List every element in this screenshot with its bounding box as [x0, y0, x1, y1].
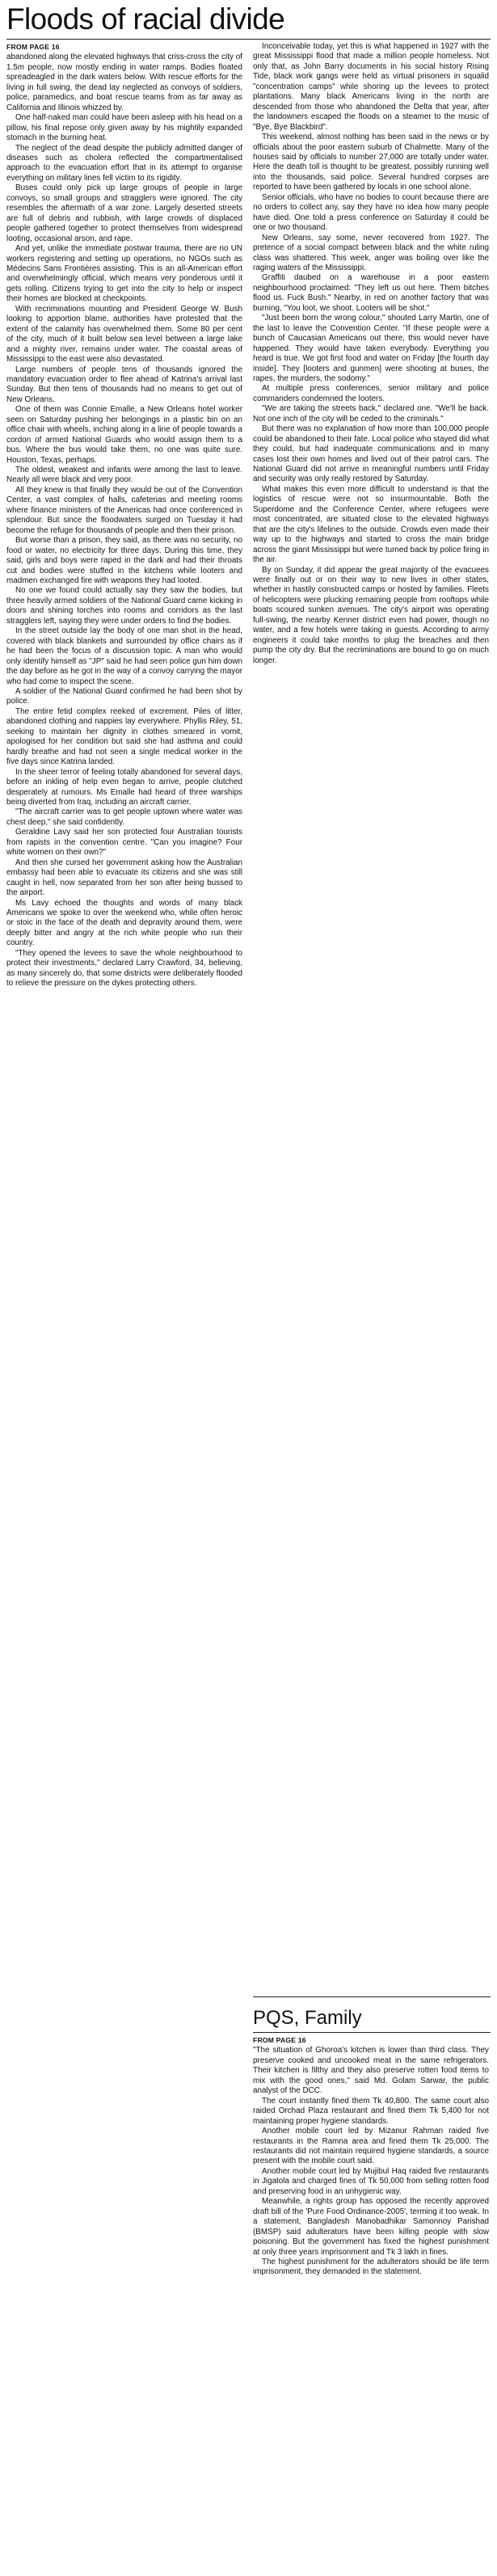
article-headline: Floods of racial divide [6, 2, 285, 36]
paragraph: The neglect of the dead despite the publicly admitted danger of diseases such as cholera reflected the compartmentalised approach to the evacuation effort that in its attempt to organise everything on military lines fell victim to its rigidity. [6, 143, 242, 183]
paragraph: "The situation of Ghoroa's kitchen is lower than third class. They preserve cooked and uncooked meat in the same refrigerators. Their kitchen is filthy and they also preserve rotten food items to mix with the good ones," said Md. Golam Sarwar, the public analyst of the DCC. [253, 2046, 489, 2096]
sidebar-headline: PQS, Family [253, 2007, 362, 2029]
paragraph: At multiple press conferences, senior military and police commanders condemned the looters. [253, 384, 489, 403]
paragraph: One half-naked man could have been asleep with his head on a pillow, his final repose only given away by his mightily expanded stomach in the burning heat. [6, 113, 242, 143]
paragraph: Meanwhile, a rights group has opposed the recently approved draft bill of the 'Pure Food Ordinance-2005', terming it too weak. In a statement, Bangladesh Manobadhikar Samonnoy Parishad (BMSP) said adulterators have been killing people with slow poisoning. But the government has fixed the highest punishment at only three years imprisonment and Tk 3 lakh in fines. [253, 2197, 489, 2257]
paragraph: The entire fetid complex reeked of excrement. Piles of litter, abandoned clothing and nappies lay everywhere. Phyllis Riley, 51, seeking to maintain her dignity in clothes smeared in vomit, apologised for her condition but said she had asthma and could hardly breathe and had not seen a single medical worker in the five days since Katrina landed. [6, 706, 242, 767]
paragraph: By on Sunday, it did appear the great majority of the evacuees were finally out or on their way to new lives in other states, whether in hastily constructed camps or hosted by families. Fleets of helicopters were plucking remaining people from rooftops while boats scoured sunken avenues. The city's airport was operating full-swing, the nearby Kenner district even had power, though no water, and a few hotels were taking in guests. According to army engineers it could take months to plug the breaches and then pump the city dry. But the recriminations are bound to go on much longer. [253, 565, 489, 665]
paragraph: All they knew is that finally they would be out of the Convention Center, a vast complex of halls, cafeterias and meeting rooms where finance ministers of the Americas had once conferenced in splendour. But since the floodwaters surged on Tuesday it had become the refuge for thousands of people and then their prison. [6, 485, 242, 535]
paragraph: "They opened the levees to save the whole neighbourhood to protect their investments," declared Larry Crawford, 34, believing, as many sincerely do, that some districts were deliberately flooded to relieve the pressure on the dykes protecting others. [6, 948, 242, 989]
paragraph: In the street outside lay the body of one man shot in the head, covered with black blankets and surrounded by office chairs as if he had been the focus of a discussion topic. A man who would only identify himself as "JP" said he had seen police gun him down the day before as he got in the way of a convoy carrying the mayor who had come to inspect the scene. [6, 626, 242, 686]
continuation-marker: FROM PAGE 16 [6, 43, 60, 51]
paragraph: But there was no explanation of how more than 100,000 people could be abandoned to their fate. Local police who stayed did what they could, but had inadequate communications and in many cases lost their own homes and lived out of their patrol cars. The National Guard did not arrive in meaningful numbers until Friday and security was only really restored by Saturday. [253, 424, 489, 484]
paragraph: This weekend, almost nothing has been said in the news or by officials about the poor eastern suburb of Chalmette. Many of the houses said by officials to number 27,000 are totally under water. Here the death toll is thought to be greatest, possibly running well into the thousands, said police. Several hundred corpses are reported to have been gathered by locals in one school alone. [253, 133, 489, 192]
paragraph: Another mobile court led by Mizanur Rahman raided five restaurants in the Ramna area and fined them Tk 25,000. The restaurants did not maintain required hygiene standards, a source present with the mobile court said. [253, 2127, 489, 2166]
article-column-right [253, 42, 489, 666]
paragraph: The highest punishment for the adulterators should be life term imprisonment, they demanded in the statement. [253, 2257, 489, 2277]
paragraph: New Orleans, say some, never recovered from 1927. The pretence of a social compact between black and the white ruling class was shattered. This week, anger was boiling over like the raging waters of the Mississippi. [253, 233, 489, 272]
paragraph: No one we found could actually say they saw the bodies, but three heavily armed soldiers of the National Guard came kicking in doors and shining torches into rooms and corridors as the last stragglers left, saying they were under orders to find the bodies. [6, 586, 242, 626]
paragraph: The court instantly fined them Tk 40,800. The same court also raided Orchad Plaza restaurant and fined them Tk 5,400 for not maintaining proper hygiene standards. [253, 2096, 489, 2126]
paragraph: With recriminations mounting and President George W. Bush looking to apportion blame, authorities have protested that the extent of the calamity has overwhelmed them. Some 80 per cent of the city, much of it built below sea level between a large lake and a mighty river, remains under water. The coastal areas of Mississippi to the east were also devastated. [6, 304, 242, 365]
paragraph: "Just been born the wrong colour," shouted Larry Martin, one of the last to leave the Convention Center. "If these people were a bunch of Caucasian Americans out there, this would never have happened. They would have taken everybody. Everything you heard is true. We got first food and water on Friday [the fourth day inside]. They [looters and gunmen] were shooting at buses, the rapes, the murders, the sodomy." [253, 314, 489, 383]
paragraph: "We are taking the streets back," declared one. "We'll be back. Not one inch of the city will be ceded to the criminals." [253, 404, 489, 424]
paragraph: In the sheer terror of feeling totally abandoned for several days, before an inkling of help even began to arrive, people clutched desperately at rumours. Ms Emalle had heard of three warships being diverted from Iraq, including an aircraft carrier. [6, 767, 242, 807]
paragraph: One of them was Connie Emalle, a New Orleans hotel worker seen on Saturday pushing her belongings in a plastic bin on an office chair with wheels, inching along in a line of people towards a cordon of armed National Guards who would assign them to a bus. Where the bus would take them, no one was quite sure. Houston, Texas, perhaps. [6, 405, 242, 465]
paragraph: A soldier of the National Guard confirmed he had been shot by police. [6, 687, 242, 706]
paragraph: abandoned along the elevated highways that criss-cross the city of 1.5m people, now mostly ending in water ramps. Bodies floated spreadeagled in the dark waters below. With rescue efforts for the living in full swing, the dead lay neglected as convoys of soldiers, police, paramedics, and boat rescue teams from as far away as California and Illinois whizzed by. [6, 53, 242, 112]
paragraph: Ms Lavy echoed the thoughts and words of many black Americans we spoke to over the weekend who, while often heroic or stoic in the face of the death and depravity around them, were deeply bitter and angry at the rich white people who run their country. [6, 898, 242, 948]
sidebar-headline-rule [253, 2032, 491, 2033]
section-divider [253, 1996, 491, 1997]
paragraph: Large numbers of people tens of thousands ignored the mandatory evacuation order to flee ahead of Katrina's arrival last Sunday. But then tens of thousands had no means to get out of New Orleans. [6, 365, 242, 404]
paragraph: Senior officials, who have no bodies to count because there are no orders to collect any, say they have no idea how many people have died. One told a press conference on Saturday it could be one or two thousand. [253, 192, 489, 233]
paragraph: Geraldine Lavy said her son protected four Australian tourists from rapists in the convention centre. "Can you imagine? Four white women on their own?" [6, 828, 242, 858]
paragraph: And yet, unlike the immediate postwar trauma, there are no UN workers registering and setting up operations, no NGOs such as Médecins Sans Frontières assisting. This is an all-American effort and overwhelmingly official, which means very ponderous until it gets rolling. Citizens trying to get into the city to help or inspect their homes are blocked at checkpoints. [6, 244, 242, 304]
continuation-marker: FROM PAGE 16 [253, 2036, 306, 2044]
paragraph: The oldest, weakest and infants were among the last to leave. Nearly all were black and very poor. [6, 466, 242, 485]
paragraph: Another mobile court led by Mujibul Haq raided five restaurants in Jigatola and charged fines of Tk 50,000 from selling rotten food and preserving food in an unhygienic way. [253, 2166, 489, 2196]
paragraph: "The aircraft carrier was to get people uptown where water was chest deep," she said confidently. [6, 807, 242, 827]
article-column-left [6, 42, 242, 989]
sidebar-article-column [253, 2035, 489, 2278]
paragraph: Buses could only pick up large groups of people in large convoys, so small groups and stragglers were ignored. The city resembles the aftermath of a war zone. Largely deserted streets are full of debris and rubbish, with large crowds of displaced people gathered together to protect themselves from widespread looting, occasional arson, and rape. [6, 183, 242, 243]
headline-rule [6, 39, 491, 40]
paragraph: But worse than a prison, they said, as there was no security, no food or water, no electricity for three days. During this time, they said, girls and boys were raped in the dark and had their throats cut and bodies were stuffed in the kitchens while looters and madmen exchanged fire with weapons they had looted. [6, 536, 242, 586]
paragraph: Graffiti daubed on a warehouse in a poor eastern neighbourhood proclaimed: "They left us out here. Them bitches flood us. Fuck Bush." Nearby, in red on another factory that was burning, "You loot, we shoot. Looters will be shot." [253, 273, 489, 313]
paragraph: Inconceivable today, yet this is what happened in 1927 with the great Mississippi flood that made a million people homeless. Not only that, as John Barry documents in his social history Rising Tide, black work gangs were held as virtual prisoners in squalid "concentration camps" while shoring up the levees to protect plantations. Many black Americans living in the north are descended from those who abandoned the Delta that year, after the landowners escaped the floods on a steamer to the music of "Bye, Bye Blackbird". [253, 42, 489, 132]
paragraph: And then she cursed her government asking how the Australian embassy had been able to evacuate its citizens and she was still caught in hell, now separated from her son after being bussed to the airport. [6, 858, 242, 898]
paragraph: What makes this even more difficult to understand is that the logistics of rescue were not so insurmountable. Both the Superdome and the Conference Center, where refugees were most concentrated, are situated close to the elevated highways that are the city's lifelines to the outside. Crowds even made their way up to the highways and started to cross the main bridge across the giant Mississippi but were turned back by police firing in the air. [253, 484, 489, 565]
